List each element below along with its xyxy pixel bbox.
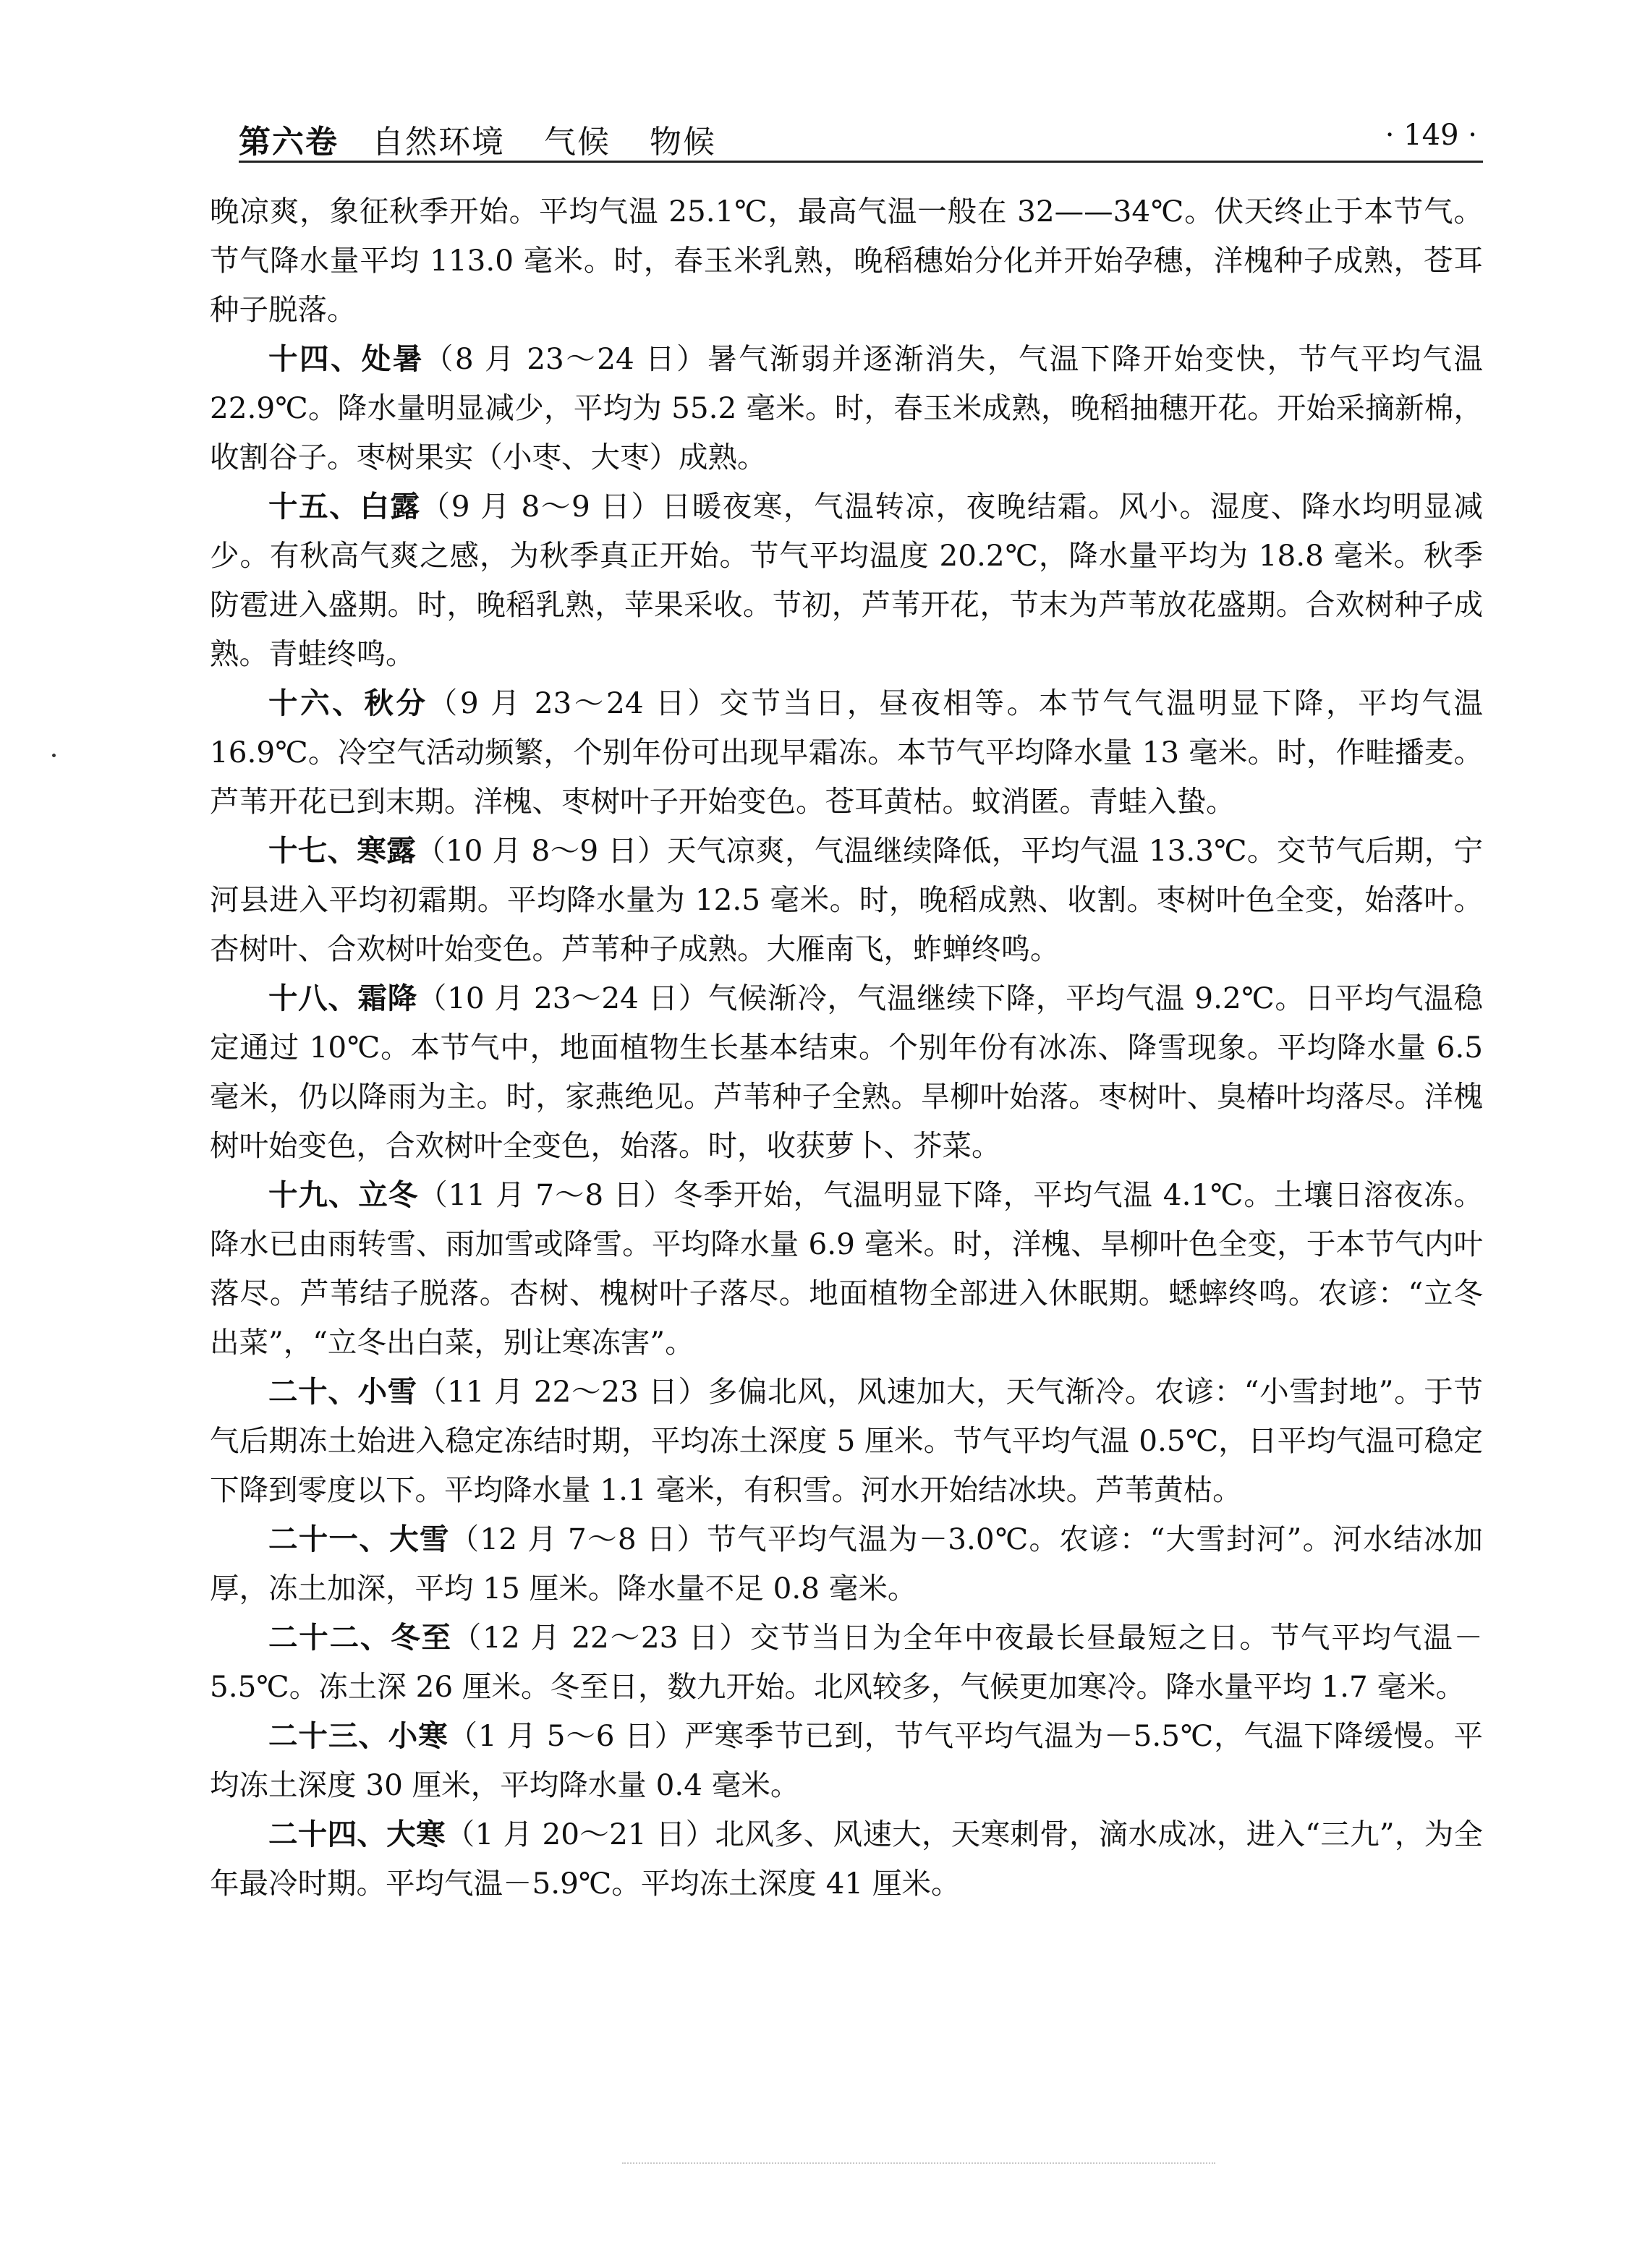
solar-term-title: 二十一、大雪: [268, 1522, 450, 1556]
solar-term-text: 暑气渐弱并逐渐消失，气温下降开始变快，节气平均气温 22.9℃。降水量明显减少，平均为 55.2 毫米。时，春玉米成熟，晚稻抽穗开花。开始采摘新棉，收割谷子。枣树果实（小枣、大枣）成熟。: [210, 341, 1483, 474]
solar-term-paragraph: [210, 1613, 1483, 1711]
header-title-group: [239, 116, 744, 162]
page-number: · 149 ·: [1385, 119, 1477, 152]
section-label-phenology: 物候: [650, 124, 716, 161]
solar-term-date: （1 月 20～21 日）: [445, 1817, 715, 1851]
solar-term-paragraph: [210, 1514, 1483, 1613]
solar-term-paragraph: [210, 1711, 1483, 1809]
document-body: [210, 187, 1483, 1908]
solar-term-title: 十九、立冬: [268, 1177, 419, 1212]
solar-term-text: 多偏北风，风速加大，天气渐冷。农谚：“小雪封地”。于节气后期冻土始进入稳定冻结时期，平均冻土深度 5 厘米。节气平均气温 0.5℃，日平均气温可稳定下降到零度以下。平均降水量 1.1 毫米，有积雪。河水开始结冰块。芦苇黄枯。: [210, 1374, 1483, 1507]
solar-term-text: 气候渐冷，气温继续下降，平均气温 9.2℃。日平均气温稳定通过 10℃。本节气中，地面植物生长基本结束。个别年份有冰冻、降雪现象。平均降水量 6.5 毫米，仍以降雨为主。时，家燕绝见。芦苇种子全熟。旱柳叶始落。枣树叶、臭椿叶均落尽。洋槐树叶始变色，合欢树叶全变色，始落。时，收获萝卜、芥菜。: [210, 981, 1483, 1163]
solar-term-paragraph: [210, 1809, 1483, 1908]
solar-term-date: （11 月 7～8 日）: [418, 1177, 673, 1212]
solar-term-title: 二十、小雪: [268, 1374, 417, 1409]
solar-term-title: 二十二、冬至: [268, 1620, 452, 1655]
solar-term-date: （8 月 23～24 日）: [423, 341, 708, 376]
solar-term-text: 北风多、风速大，天寒刺骨，滴水成冰，进入“三九”，为全年最冷时期。平均气温－5.9℃。平均冻土深度 41 厘米。: [210, 1817, 1483, 1901]
solar-term-title: 十四、处暑: [268, 341, 424, 376]
solar-term-text: 天气凉爽，气温继续降低，平均气温 13.3℃。交节气后期，宁河县进入平均初霜期。平均降水量为 12.5 毫米。时，晚稻成熟、收割。枣树叶色全变，始落叶。杏树叶、合欢树叶始变色。芦苇种子成熟。大雁南飞，蚱蝉终鸣。: [210, 833, 1484, 966]
solar-term-paragraph: [210, 678, 1483, 826]
solar-term-date: （12 月 22～23 日）: [451, 1620, 750, 1655]
solar-term-paragraph: [210, 973, 1483, 1170]
solar-term-date: （1 月 5～6 日）: [448, 1718, 685, 1753]
solar-term-paragraph: [210, 482, 1483, 678]
solar-term-text: 交节当日为全年中夜最长昼最短之日。节气平均气温－5.5℃。冻土深 26 厘米。冬至日，数九开始。北风较多，气候更加寒冷。降水量平均 1.7 毫米。: [210, 1620, 1484, 1704]
solar-term-paragraph: [210, 1367, 1483, 1514]
scan-speck: [51, 753, 56, 757]
solar-term-date: （11 月 22～23 日）: [417, 1374, 708, 1409]
solar-term-date: （9 月 23～24 日）: [428, 686, 720, 720]
solar-term-paragraph: [210, 826, 1483, 973]
solar-term-title: 十五、白露: [268, 489, 421, 524]
solar-term-paragraph: [210, 334, 1483, 482]
running-header: [239, 110, 1483, 163]
solar-term-paragraph: [210, 1170, 1483, 1367]
solar-term-date: （10 月 8～9 日）: [416, 833, 667, 868]
solar-term-title: 十八、霜降: [268, 981, 417, 1015]
section-label-climate: 气候: [544, 124, 611, 161]
solar-term-date: （9 月 8～9 日）: [420, 489, 662, 524]
solar-term-title: 十六、秋分: [268, 686, 428, 720]
solar-term-date: （10 月 23～24 日）: [417, 981, 708, 1015]
solar-term-date: （12 月 7～8 日）: [449, 1522, 707, 1556]
solar-term-title: 二十三、小寒: [268, 1718, 449, 1753]
solar-term-title: 二十四、大寒: [268, 1817, 446, 1851]
solar-term-text: 交节当日，昼夜相等。本节气气温明显下降，平均气温 16.9℃。冷空气活动频繁，个别年份可出现早霜冻。本节气平均降水量 13 毫米。时，作畦播麦。芦苇开花已到末期。洋槐、枣树叶子开始变色。苍耳黄枯。蚊消匿。青蛙入蛰。: [210, 686, 1484, 819]
solar-term-text: 节气平均气温为－3.0℃。农谚：“大雪封河”。河水结冰加厚，冻土加深，平均 15 厘米。降水量不足 0.8 毫米。: [210, 1522, 1484, 1606]
solar-term-text: 严寒季节已到，节气平均气温为－5.5℃，气温下降缓慢。平均冻土深度 30 厘米，平均降水量 0.4 毫米。: [210, 1718, 1483, 1802]
section-label-nature: 自然环境: [372, 124, 505, 161]
volume-label: 第六卷: [239, 124, 339, 161]
solar-term-text: 冬季开始，气温明显下降，平均气温 4.1℃。土壤日溶夜冻。降水已由雨转雪、雨加雪或降雪。平均降水量 6.9 毫米。时，洋槐、旱柳叶色全变，于本节气内叶落尽。芦苇结子脱落。杏树、槐树叶子落尽。地面植物全部进入休眠期。蟋蟀终鸣。农谚：“立冬出菜”，“立冬出白菜，别让寒冻害”。: [210, 1177, 1483, 1360]
solar-term-title: 十七、寒露: [268, 833, 416, 868]
intro-paragraph: 晚凉爽，象征秋季开始。平均气温 25.1℃，最高气温一般在 32——34℃。伏天终止于本节气。节气降水量平均 113.0 毫米。时，春玉米乳熟，晚稻穗始分化并开始孕穗，洋槐种子成熟，苍耳种子脱落。: [210, 194, 1483, 327]
scan-artifact-line: [622, 2162, 1215, 2166]
solar-term-text: 日暖夜寒，气温转凉，夜晚结霜。风小。湿度、降水均明显减少。有秋高气爽之感，为秋季真正开始。节气平均温度 20.2℃，降水量平均为 18.8 毫米。秋季防雹进入盛期。时，晚稻乳熟，苹果采收。节初，芦苇开花，节末为芦苇放花盛期。合欢树种子成熟。青蛙终鸣。: [210, 489, 1483, 671]
